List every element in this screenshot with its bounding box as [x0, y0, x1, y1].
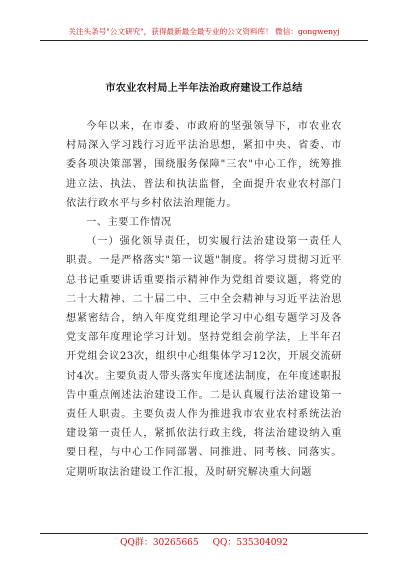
header-banner: 关注头条号"公文研究"，获得最新最全最专业的公文资料库！ 微信：gongwenyj	[68, 27, 340, 36]
footer-divider	[40, 533, 368, 534]
intro-paragraph: 今年以来，在市委、市政府的坚强领导下，市农业农村局深入学习践行习近平法治思想，紧扣中央、省委、市委各项决策部署，围绕服务保障"三农"中心工作，统筹推进立法、执法、普法和执法监督，全面提升农业农村部门依法行政水平与乡村依法治理能力。	[66, 121, 342, 209]
header-divider	[40, 40, 368, 41]
section-paragraph: （一）强化领导责任，切实履行法治建设第一责任人职责。一是严格落实"第一议题"制度。将学习贯彻习近平总书记重要讲话重要指示精神作为党组首要议题，将党的二十大精神、二十届二中、三中全会精神与习近平法治思想紧密结合，纳入年度党组理论学习中心组专题学习及各党支部年度理论学习计划。坚持党组会前学法，上半年召开党组会议23次，组织中心组集体学习12次，开展交流研讨4次。主要负责人带头落实年度述法制度，在年度述职报告中重点阐述法治建设工作。二是认真履行法治建设第一责任人职责。主要负责人作为推进我市农业农村系统法治建设第一责任人，紧抓依法行政主线，将法治建设纳入重要日程，与中心工作同部署、同推进、同考核、同落实。定期听取法治建设工作汇报，及时研究解决重大问题	[66, 236, 342, 478]
document-title: 市农业农村局上半年法治政府建设工作总结	[105, 82, 303, 94]
document-body	[66, 117, 342, 482]
section-heading: 一、主要工作情况	[86, 217, 172, 229]
footer-qq-number: QQ：535304092	[212, 538, 288, 548]
footer-qq-group: QQ群：30265665	[120, 538, 199, 548]
footer-contact	[40, 537, 368, 549]
